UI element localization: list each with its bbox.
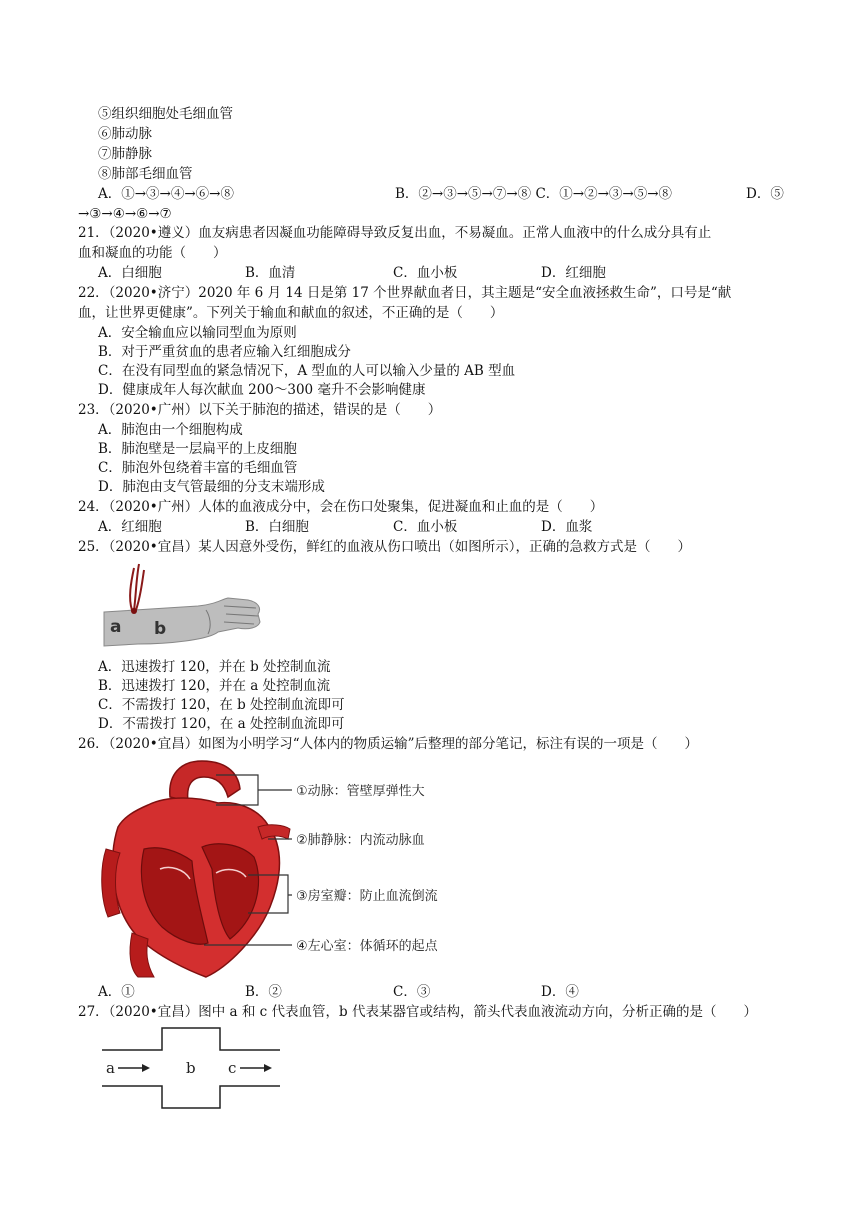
q24-option-b[interactable]: B．白细胞 — [245, 519, 309, 535]
q24-option-a[interactable]: A．红细胞 — [98, 519, 162, 535]
q26-stem: 26．（2020•宜昌）如图为小明学习“人体内的物质运输”后整理的部分笔记，标注有误的一项是（ ） — [78, 736, 699, 752]
q25-stem: 25．（2020•宜昌）某人因意外受伤，鲜红的血液从伤口喷出（如图所示），正确的急救方式是（ ） — [78, 539, 691, 555]
q26-option-a[interactable]: A．① — [98, 984, 135, 1000]
q26-option-b[interactable]: B．② — [245, 984, 282, 1000]
q26-option-c[interactable]: C．③ — [393, 984, 431, 1000]
q20-option-a[interactable]: A．①→③→④→⑥→⑧ — [98, 186, 234, 202]
q21-option-b[interactable]: B．血清 — [245, 265, 296, 281]
q25-option-a[interactable]: A．迅速拨打 120，并在 b 处控制血流 — [98, 659, 331, 675]
q22-option-a[interactable]: A．安全输血应以输同型血为原则 — [98, 325, 297, 341]
q25-option-d[interactable]: D．不需拨打 120，在 a 处控制血流即可 — [98, 716, 345, 732]
q24-option-c[interactable]: C．血小板 — [393, 519, 458, 535]
heart-label-3: ③房室瓣：防止血流倒流 — [296, 889, 438, 904]
heart-diagram — [98, 757, 498, 979]
q22-stem-line2: 血，让世界更健康”。下列关于输血和献血的叙述，不正确的是（ ） — [78, 305, 504, 321]
q20-item-5: ⑤组织细胞处毛细血管 — [98, 106, 233, 122]
q23-option-b[interactable]: B．肺泡壁是一层扁平的上皮细胞 — [98, 441, 297, 457]
q27-stem: 27．（2020•宜昌）图中 a 和 c 代表血管，b 代表某器官或结构，箭头代表血液流动方向，分析正确的是（ ） — [78, 1004, 757, 1020]
q21-stem-line2: 血和凝血的功能（ ） — [78, 245, 227, 261]
q25-option-c[interactable]: C．不需拨打 120，在 b 处控制血流即可 — [98, 697, 345, 713]
q24-option-d[interactable]: D．血浆 — [541, 519, 593, 535]
q21-option-a[interactable]: A．白细胞 — [98, 265, 162, 281]
q21-stem-line1: 21．（2020•遵义）血友病患者因凝血功能障碍导致反复出血，不易凝血。正常人血液中的什么成分具有止 — [78, 225, 712, 241]
q20-item-7: ⑦肺静脉 — [98, 146, 152, 162]
heart-label-4: ④左心室：体循环的起点 — [296, 939, 438, 954]
q22-stem-line1: 22．（2020•济宁）2020 年 6 月 14 日是第 17 个世界献血者日，其主题是“安全血液拯救生命”，口号是“献 — [78, 285, 732, 301]
q21-option-d[interactable]: D．红细胞 — [541, 265, 606, 281]
q24-stem: 24．（2020•广州）人体的血液成分中，会在伤口处聚集，促进凝血和止血的是（ ） — [78, 499, 604, 515]
q22-option-c[interactable]: C．在没有同型血的紧急情况下，A 型血的人可以输入少量的 AB 型血 — [98, 363, 516, 379]
q22-option-d[interactable]: D．健康成年人每次献血 200～300 毫升不会影响健康 — [98, 382, 426, 398]
vessel-organ-diagram — [98, 1026, 288, 1110]
arm-wound-figure — [98, 560, 268, 652]
heart-label-2: ②肺静脉：内流动脉血 — [296, 833, 425, 848]
q21-option-c[interactable]: C．血小板 — [393, 265, 458, 281]
q23-option-a[interactable]: A．肺泡由一个细胞构成 — [98, 422, 243, 438]
q22-option-b[interactable]: B．对于严重贫血的患者应输入红细胞成分 — [98, 344, 351, 360]
q25-option-b[interactable]: B．迅速拨打 120，并在 a 处控制血流 — [98, 678, 331, 694]
q20-option-d-cont: →③→④→⑥→⑦ — [78, 206, 172, 222]
fig-label-b: b — [154, 619, 167, 639]
q26-option-d[interactable]: D．④ — [541, 984, 579, 1000]
q20-option-d[interactable]: D．⑤ — [746, 186, 784, 202]
diagram-label-c: c — [228, 1059, 237, 1077]
q23-stem: 23．（2020•广州）以下关于肺泡的描述，错误的是（ ） — [78, 402, 442, 418]
heart-label-1: ①动脉：管壁厚弹性大 — [296, 784, 425, 799]
diagram-label-b: b — [186, 1059, 196, 1077]
diagram-label-a: a — [106, 1059, 115, 1077]
q23-option-d[interactable]: D．肺泡由支气管最细的分支末端形成 — [98, 479, 325, 495]
q20-option-bc[interactable]: B．②→③→⑤→⑦→⑧ C．①→②→③→⑤→⑧ — [395, 186, 673, 202]
q23-option-c[interactable]: C．肺泡外包绕着丰富的毛细血管 — [98, 460, 298, 476]
fig-label-a: a — [110, 617, 122, 637]
q20-item-8: ⑧肺部毛细血管 — [98, 166, 193, 182]
q20-item-6: ⑥肺动脉 — [98, 126, 152, 142]
